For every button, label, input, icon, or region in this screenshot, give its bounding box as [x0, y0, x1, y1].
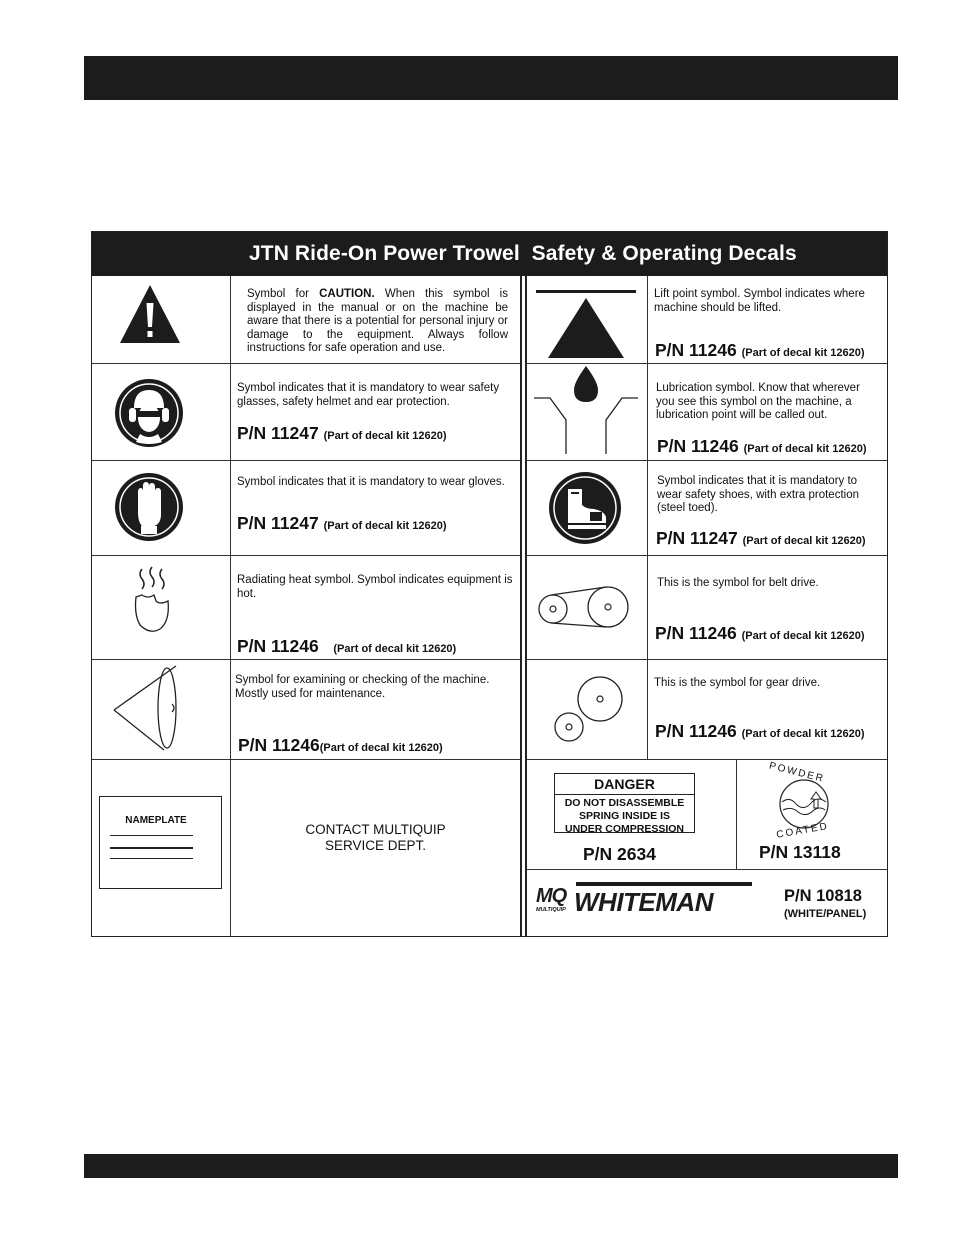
contact-line: SERVICE DEPT.: [324, 838, 427, 853]
belt-drive-icon: [536, 585, 630, 631]
nameplate-line: [110, 847, 193, 849]
gear-drive-icon: [552, 674, 626, 746]
row-divider: [92, 659, 520, 660]
belt-description: This is the symbol for belt drive.: [657, 577, 819, 589]
column-divider: [736, 759, 737, 869]
powder-text: POWDER: [767, 760, 826, 785]
part-number: P/N 10818: [784, 887, 862, 905]
danger-decal: [554, 773, 695, 833]
center-divider: [525, 276, 527, 936]
part-number: P/N 11247 (Part of decal kit 12620): [237, 423, 447, 443]
inspection-description: Symbol for examining or checking of the machine. Mostly used for maintenance.: [235, 674, 490, 700]
lift-point-icon: [534, 288, 638, 360]
part-number: P/N 13118: [759, 842, 841, 862]
part-number-note: (WHITE/PANEL): [784, 908, 867, 920]
glove-icon: [114, 472, 184, 542]
row-divider: [527, 555, 887, 556]
caution-triangle-icon: [118, 283, 182, 345]
whiteman-rule: [576, 882, 752, 886]
part-number: P/N 11246(Part of decal kit 12620): [238, 735, 443, 755]
danger-line: DO NOT DISASSEMBLE: [564, 797, 685, 809]
row-divider: [92, 759, 520, 760]
row-divider: [92, 555, 520, 556]
coated-text: COATED: [775, 820, 830, 841]
head-protection-icon: [114, 378, 184, 448]
decal-table: [91, 231, 888, 937]
row-divider: [527, 460, 887, 461]
header-bar: [84, 56, 898, 100]
shoe-description: Symbol indicates that it is mandatory to wear safety shoes, with extra protection (steel toed).: [657, 475, 859, 514]
lift-description: Lift point symbol. Symbol indicates where machine should be lifted.: [654, 288, 865, 314]
lubrication-icon: [534, 366, 638, 458]
hot-description: Radiating heat symbol. Symbol indicates equipment is hot.: [237, 574, 513, 600]
table-title: JTN Ride-On Power Trowel Safety & Operating Decals: [249, 242, 797, 265]
whiteman-logo: WHITEMAN: [574, 887, 713, 917]
row-divider: [92, 363, 520, 364]
center-divider: [520, 276, 522, 936]
contact-line: CONTACT MULTIQUIP: [305, 822, 446, 837]
part-number: P/N 11246 (Part of decal kit 12620): [655, 623, 865, 643]
danger-heading: DANGER: [594, 776, 655, 792]
part-number: P/N 11247 (Part of decal kit 12620): [237, 513, 447, 533]
table-header: [92, 232, 887, 276]
head-protection-description: Symbol indicates that it is mandatory to wear safety glasses, safety helmet and ear protection.: [237, 382, 500, 408]
part-number: P/N 2634: [583, 844, 656, 864]
nameplate-label: NAMEPLATE: [125, 815, 187, 826]
mq-mark: MQ: [536, 885, 567, 907]
row-divider: [527, 759, 887, 760]
row-divider: [527, 869, 887, 870]
hot-hand-icon: [130, 565, 174, 635]
eye-inspection-icon: [110, 662, 180, 754]
nameplate-line: [110, 858, 193, 859]
contact-text: [231, 822, 520, 854]
column-divider: [647, 276, 648, 759]
part-number: P/N 11246 (Part of decal kit 12620): [657, 436, 867, 456]
safety-shoe-icon: [548, 471, 622, 545]
footer-bar: [84, 1154, 898, 1178]
nameplate-line: [110, 835, 193, 836]
part-number: P/N 11246 (Part of decal kit 12620): [655, 721, 865, 741]
glove-description: Symbol indicates that it is mandatory to wear gloves.: [237, 476, 505, 488]
danger-divider: [555, 794, 694, 795]
danger-line: SPRING INSIDE IS: [578, 810, 671, 822]
lubrication-description: Lubrication symbol. Know that wherever you see this symbol on the machine, a lubrication point will be called out.: [656, 382, 860, 421]
mq-subtext: MULTIQUIP: [536, 907, 566, 913]
part-number: P/N 11246 (Part of decal kit 12620): [237, 636, 457, 656]
caution-description: Symbol for CAUTION. When this symbol is displayed in the manual or on the machine be aware that there is a potential for personal injury or damage to the equipment. Always follow instructions for safe operation and use.: [247, 288, 508, 354]
danger-line: UNDER COMPRESSION: [564, 823, 684, 835]
nameplate-box: [99, 796, 222, 889]
row-divider: [92, 460, 520, 461]
row-divider: [527, 363, 887, 364]
part-number: P/N 11247 (Part of decal kit 12620): [656, 528, 866, 548]
row-divider: [527, 659, 887, 660]
part-number: P/N 11246 (Part of decal kit 12620): [655, 340, 865, 360]
gear-description: This is the symbol for gear drive.: [654, 677, 821, 689]
multiquip-logo: [536, 886, 572, 916]
